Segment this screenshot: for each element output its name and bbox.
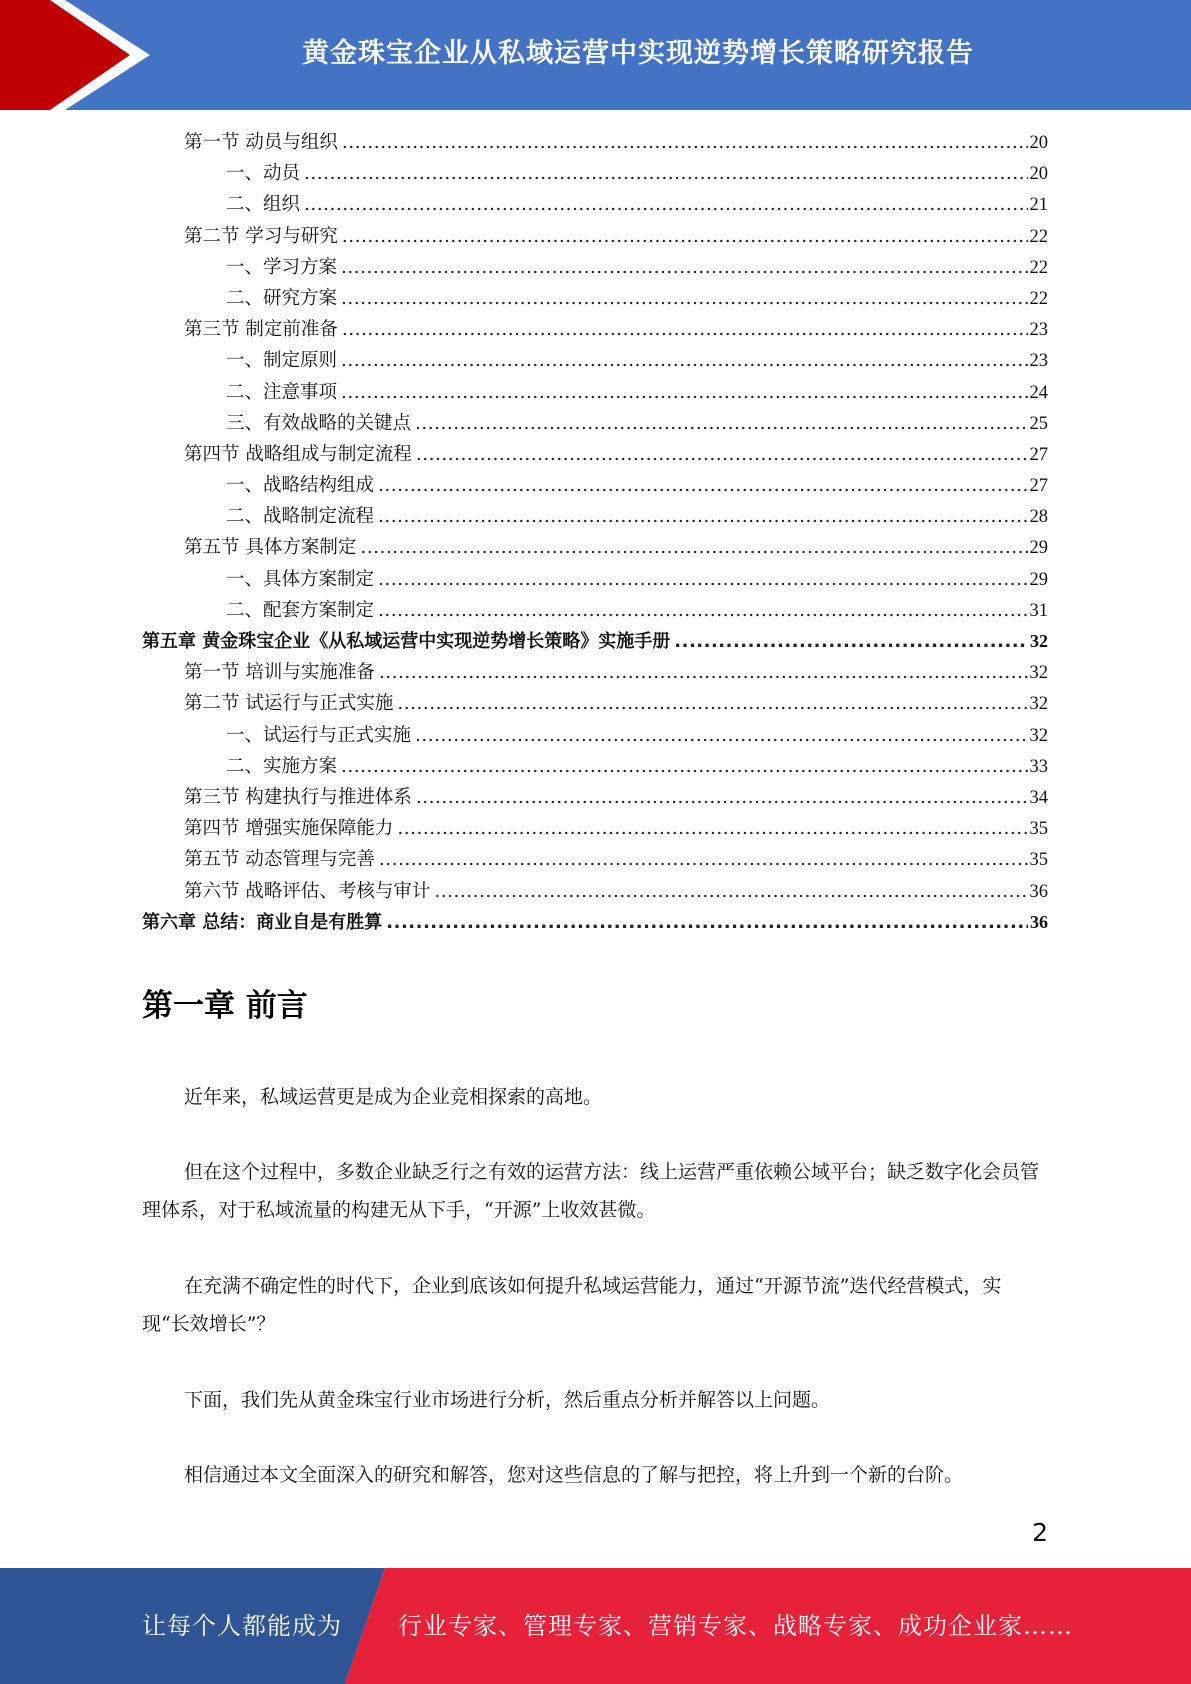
toc-leader-dots (397, 813, 1027, 844)
toc-entry[interactable] (142, 907, 1048, 938)
toc-entry-title: 第五节 动态管理与完善 (184, 849, 375, 871)
toc-entry-title: 二、战略制定流程 (226, 506, 375, 528)
report-title: 黄金珠宝企业从私域运营中实现逆势增长策略研究报告 (302, 37, 974, 69)
toc-leader-dots (416, 439, 1028, 470)
toc-leader-dots (674, 626, 1028, 657)
footer-slogan-left: 让每个人都能成为 (142, 1612, 342, 1640)
toc-entry-page: 22 (1029, 288, 1048, 309)
page-header (0, 0, 1191, 110)
toc-leader-dots (416, 782, 1028, 813)
toc-leader-dots (386, 907, 1028, 938)
toc-entry-page: 22 (1029, 226, 1048, 247)
toc-entry[interactable] (142, 564, 1048, 595)
red-chevron-icon (0, 0, 160, 110)
toc-leader-dots (434, 876, 1027, 907)
toc-entry[interactable] (142, 377, 1048, 408)
toc-entry-title: 第六节 战略评估、考核与审计 (184, 880, 431, 902)
toc-entry-title: 第一节 培训与实施准备 (184, 662, 375, 684)
toc-leader-dots (397, 688, 1027, 719)
toc-entry-page: 27 (1029, 444, 1048, 465)
toc-entry-title: 一、试运行与正式实施 (226, 724, 412, 746)
toc-leader-dots (379, 844, 1028, 875)
toc-entry[interactable] (142, 252, 1048, 283)
toc-entry[interactable] (142, 158, 1048, 189)
toc-leader-dots (379, 657, 1028, 688)
footer-slogan-right: 行业专家、管理专家、营销专家、战略专家、成功企业家…… (398, 1612, 1073, 1640)
toc-entry[interactable] (142, 751, 1048, 782)
toc-entry[interactable] (142, 532, 1048, 563)
toc-leader-dots (341, 751, 1027, 782)
toc-entry[interactable] (142, 439, 1048, 470)
toc-entry-page: 32 (1029, 663, 1048, 684)
toc-leader-dots (378, 595, 1027, 626)
toc-entry[interactable] (142, 314, 1048, 345)
toc-entry[interactable] (142, 127, 1048, 158)
toc-entry-title: 第三节 构建执行与推进体系 (184, 786, 412, 808)
toc-entry-title: 一、具体方案制定 (226, 568, 375, 590)
toc-entry-title: 二、组织 (226, 194, 301, 216)
toc-leader-dots (415, 408, 1027, 439)
toc-leader-dots (415, 720, 1027, 751)
toc-entry[interactable] (142, 813, 1048, 844)
toc-entry[interactable] (142, 595, 1048, 626)
toc-leader-dots (341, 283, 1027, 314)
toc-entry-title: 二、实施方案 (226, 755, 338, 777)
toc-entry-page: 36 (1030, 911, 1048, 932)
toc-entry-title: 一、学习方案 (226, 256, 338, 278)
paragraph: 近年来，私域运营更是成为企业竞相探索的高地。 (184, 1086, 603, 1108)
toc-entry[interactable] (142, 470, 1048, 501)
toc-entry-title: 三、有效战略的关键点 (226, 412, 412, 434)
toc-entry-page: 21 (1029, 195, 1048, 216)
toc-entry-page: 31 (1029, 600, 1048, 621)
toc-entry-page: 24 (1029, 382, 1048, 403)
paragraph: 下面，我们先从黄金珠宝行业市场进行分析，然后重点分析并解答以上问题。 (184, 1389, 831, 1411)
toc-entry[interactable] (142, 626, 1048, 657)
toc-entry-page: 20 (1029, 133, 1048, 153)
toc-entry[interactable] (142, 189, 1048, 220)
toc-entry-page: 32 (1029, 725, 1048, 746)
toc-leader-dots (341, 377, 1027, 408)
toc-entry-page: 25 (1029, 413, 1048, 434)
toc-leader-dots (342, 127, 1028, 158)
toc-entry-title: 二、配套方案制定 (226, 599, 375, 621)
toc-leader-dots (378, 470, 1027, 501)
toc-leader-dots (342, 221, 1028, 252)
toc-leader-dots (341, 252, 1027, 283)
toc-entry-page: 33 (1029, 756, 1048, 777)
toc-entry-title: 二、研究方案 (226, 287, 338, 309)
page-number: 2 (1032, 1518, 1048, 1547)
toc-entry-page: 36 (1029, 881, 1048, 902)
toc-entry-title: 第五章 黄金珠宝企业《从私域运营中实现逆势增长策略》实施手册 (142, 631, 671, 652)
toc-entry[interactable] (142, 688, 1048, 719)
paragraph: 相信通过本文全面深入的研究和解答，您对这些信息的了解与把控，将上升到一个新的台阶。 (184, 1464, 964, 1486)
toc-entry-page: 35 (1029, 819, 1048, 840)
toc-entry-title: 第一节 动员与组织 (184, 132, 338, 153)
toc-entry-title: 第五节 具体方案制定 (184, 537, 357, 559)
toc-entry-title: 第三节 制定前准备 (184, 319, 338, 341)
toc-entry[interactable] (142, 283, 1048, 314)
toc-entry-title: 第四节 战略组成与制定流程 (184, 443, 412, 465)
toc-entry-title: 第六章 总结：商业自是有胜算 (142, 911, 383, 933)
toc-entry[interactable] (142, 345, 1048, 376)
table-of-contents (142, 127, 1048, 938)
chapter-heading: 第一章 前言 (142, 988, 308, 1024)
toc-entry-page: 34 (1029, 787, 1048, 808)
toc-entry-page: 29 (1029, 569, 1048, 590)
toc-entry-page: 29 (1029, 538, 1048, 559)
toc-entry-title: 一、动员 (226, 163, 301, 185)
toc-leader-dots (304, 189, 1027, 220)
toc-entry-title: 第二节 学习与研究 (184, 225, 338, 247)
toc-leader-dots (360, 532, 1027, 563)
toc-entry-page: 23 (1029, 320, 1048, 341)
toc-entry-page: 35 (1029, 850, 1048, 871)
toc-entry-page: 20 (1029, 164, 1048, 185)
toc-entry[interactable] (142, 221, 1048, 252)
toc-leader-dots (378, 564, 1027, 595)
toc-entry-page: 22 (1029, 257, 1048, 278)
toc-entry-title: 第四节 增强实施保障能力 (184, 818, 394, 840)
paragraph: 在充满不确定性的时代下，企业到底该如何提升私域运营能力，通过“开源节流”迭代经营模式，实现“长效增长”？ (142, 1275, 1002, 1335)
toc-entry[interactable] (142, 408, 1048, 439)
toc-entry[interactable] (142, 657, 1048, 688)
toc-entry[interactable] (142, 501, 1048, 532)
toc-leader-dots (378, 501, 1027, 532)
toc-entry-title: 第二节 试运行与正式实施 (184, 693, 394, 715)
toc-leader-dots (342, 314, 1028, 345)
toc-entry-page: 32 (1029, 694, 1048, 715)
toc-entry-page: 27 (1029, 476, 1048, 497)
toc-entry-page: 28 (1029, 507, 1048, 528)
toc-entry[interactable] (142, 876, 1048, 907)
toc-entry-title: 一、制定原则 (226, 350, 338, 372)
toc-entry[interactable] (142, 844, 1048, 875)
toc-entry-title: 一、战略结构组成 (226, 475, 375, 497)
toc-entry-title: 二、注意事项 (226, 381, 338, 403)
page-footer (0, 1568, 1191, 1684)
toc-leader-dots (341, 345, 1027, 376)
toc-entry[interactable] (142, 720, 1048, 751)
paragraph: 但在这个过程中，多数企业缺乏行之有效的运营方法：线上运营严重依赖公域平台；缺乏数字化会员管理体系，对于私域流量的构建无从下手，“开源”上收效甚微。 (142, 1161, 1040, 1221)
toc-entry[interactable] (142, 782, 1048, 813)
toc-entry-page: 32 (1030, 631, 1048, 651)
toc-leader-dots (304, 158, 1027, 189)
toc-entry-page: 23 (1029, 351, 1048, 372)
